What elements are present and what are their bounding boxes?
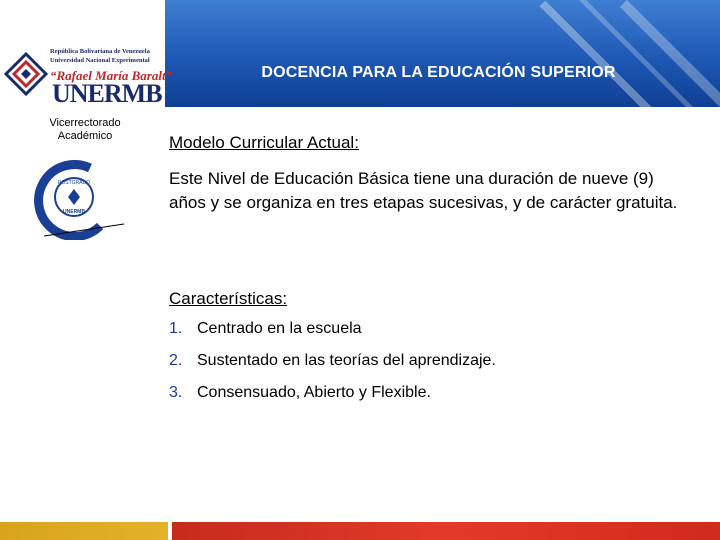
list-item-number: 2. [169, 352, 183, 369]
university-logo [0, 40, 173, 110]
logo-quote: “Rafael María Baralt” [50, 68, 173, 83]
list-item-number: 1. [169, 320, 183, 337]
list-item [169, 352, 496, 384]
footer-bar-red [172, 522, 720, 540]
seal-top-text: POSTGRADO [58, 180, 90, 186]
postgrado-seal-icon [30, 160, 128, 240]
logo-line-universidad: Universidad Nacional Experimental [50, 57, 150, 64]
body-paragraph: Este Nivel de Educación Básica tiene una duración de nueve (9) años y se organiza en tres etapas sucesivas, y de carácter gratuita. [169, 169, 678, 212]
characteristics-list [169, 320, 496, 416]
vicerrectorado-label [30, 117, 140, 143]
logo-line-republica: República Bolivariana de Venezuela [50, 48, 150, 55]
list-item-text: Sustentado en las teorías del aprendizaje. [197, 352, 496, 369]
vice-line-1: Vicerrectorado [49, 117, 121, 129]
list-item [169, 320, 496, 352]
characteristics-heading: Características: [169, 289, 288, 308]
list-item-text: Centrado en la escuela [197, 320, 362, 337]
university-emblem-icon [4, 52, 48, 96]
footer-bar-gold [0, 522, 168, 540]
list-item [169, 384, 496, 416]
page-title: DOCENCIA PARA LA EDUCACIÓN SUPERIOR [261, 64, 616, 81]
header-banner [165, 0, 720, 107]
logo-acronym: UNERMB [52, 79, 162, 108]
list-item-number: 3. [169, 384, 183, 401]
vice-line-2: Académico [57, 130, 113, 142]
seal-bottom-text: UNERMB [63, 209, 85, 215]
section-heading: Modelo Curricular Actual: [169, 133, 359, 152]
list-item-text: Consensuado, Abierto y Flexible. [197, 384, 431, 401]
